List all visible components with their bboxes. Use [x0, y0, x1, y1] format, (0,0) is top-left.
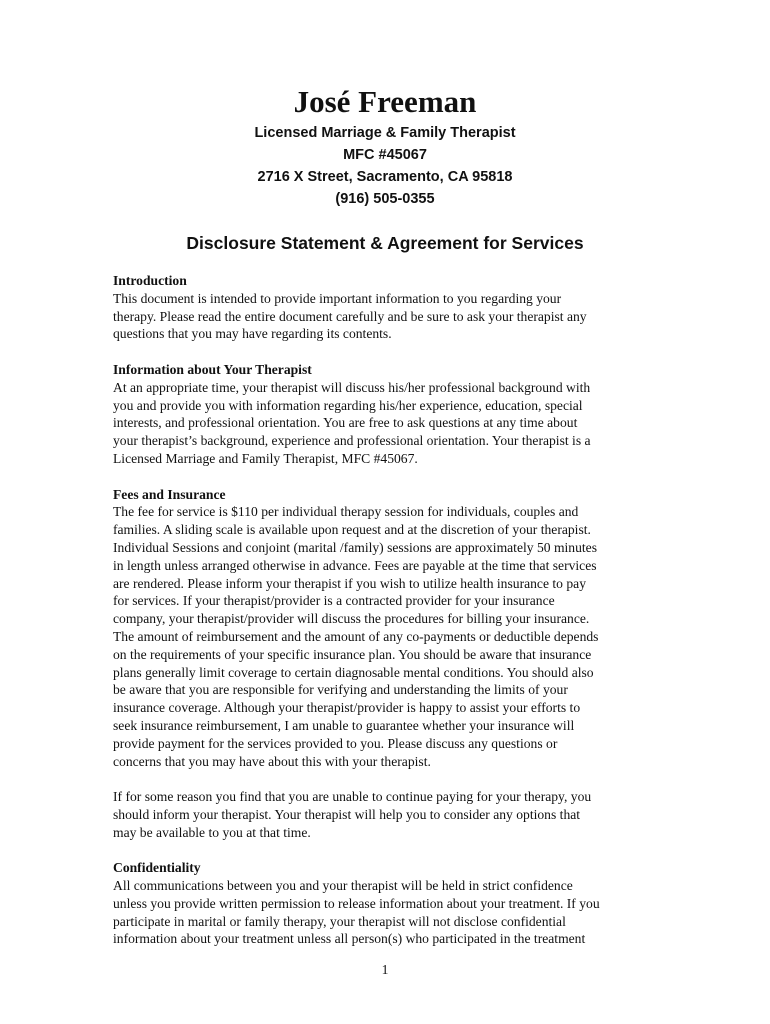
text-line: may be available to you at that time. — [113, 824, 311, 840]
text-line: on the requirements of your specific insurance plan. You should be aware that insurance — [113, 646, 592, 662]
section-2 — [113, 486, 658, 771]
text-line: information about your treatment unless all person(s) who participated in the treatment — [113, 931, 586, 947]
section-paragraph — [113, 379, 658, 468]
text-line: If for some reason you find that you are unable to continue paying for your therapy, you — [113, 789, 592, 805]
section-heading: Confidentiality — [113, 860, 201, 876]
text-line: in length unless arranged otherwise in advance. Fees are payable at the time that services — [113, 557, 597, 573]
text-line: participate in marital or family therapy, your therapist will not disclose confidential — [113, 913, 566, 929]
text-line: families. A sliding scale is available upon request and at the discretion of your therapist. — [113, 522, 591, 538]
office-address: 2716 X Street, Sacramento, CA 95818 — [257, 169, 513, 185]
phone-number: (916) 505-0355 — [335, 191, 435, 207]
text-line: All communications between you and your therapist will be held in strict confidence — [113, 878, 573, 894]
text-line: provide payment for the services provided to you. Please discuss any questions or — [113, 735, 558, 751]
page-number: 1 — [381, 962, 389, 977]
text-line: plans generally limit coverage to certain diagnosable mental conditions. You should also — [113, 664, 594, 680]
text-line: your therapist’s background, experience and professional orientation. Your therapist is a — [113, 433, 591, 449]
text-line: The fee for service is $110 per individual therapy session for individuals, couples and — [113, 504, 579, 520]
text-line: questions that you may have regarding its contents. — [113, 326, 392, 342]
text-line: you and provide you with information regarding his/her experience, education, special — [113, 397, 583, 413]
section-paragraph — [113, 877, 658, 948]
text-line: seek insurance reimbursement, I am unable to guarantee whether your insurance will — [113, 717, 575, 733]
section-heading: Fees and Insurance — [113, 486, 226, 502]
section-paragraph — [113, 503, 658, 770]
document-body — [113, 272, 658, 966]
therapist-credential: Licensed Marriage & Family Therapist — [254, 125, 516, 141]
section-1 — [113, 361, 658, 468]
text-line: company, your therapist/provider will discuss the procedures for billing your insurance. — [113, 611, 590, 627]
text-line: Licensed Marriage and Family Therapist, MFC #45067. — [113, 450, 418, 466]
text-line: insurance coverage. Although your therapist/provider is happy to assist your efforts to — [113, 700, 581, 716]
license-number: MFC #45067 — [343, 147, 427, 163]
section-heading: Information about Your Therapist — [113, 361, 312, 377]
text-line: are rendered. Please inform your therapist if you wish to utilize health insurance to pay — [113, 575, 586, 591]
text-line: unless you provide written permission to release information about your treatment. If you — [113, 895, 600, 911]
text-line: therapy. Please read the entire document carefully and be sure to ask your therapist any — [113, 308, 587, 324]
document-title: Disclosure Statement & Agreement for Services — [186, 233, 584, 253]
section-paragraph — [113, 290, 658, 343]
letterhead — [0, 82, 770, 210]
text-line: At an appropriate time, your therapist will discuss his/her professional background with — [113, 379, 591, 395]
therapist-name: José Freeman — [293, 84, 477, 119]
section-4 — [113, 859, 658, 948]
text-line: for services. If your therapist/provider is a contracted provider for your insurance — [113, 593, 555, 609]
section-3 — [113, 788, 658, 841]
section-heading: Introduction — [113, 273, 187, 288]
section-0 — [113, 272, 658, 343]
text-line: This document is intended to provide important information to you regarding your — [113, 290, 562, 306]
text-line: interests, and professional orientation. You are free to ask questions at any time about — [113, 415, 578, 431]
text-line: The amount of reimbursement and the amount of any co-payments or deductible depends — [113, 628, 599, 644]
text-line: concerns that you may have about this with your therapist. — [113, 753, 431, 769]
section-paragraph — [113, 788, 658, 841]
text-line: Individual Sessions and conjoint (marital /family) sessions are approximately 50 minutes — [113, 539, 597, 555]
text-line: be aware that you are responsible for verifying and understanding the limits of your — [113, 682, 568, 698]
text-line: should inform your therapist. Your therapist will help you to consider any options that — [113, 806, 581, 822]
